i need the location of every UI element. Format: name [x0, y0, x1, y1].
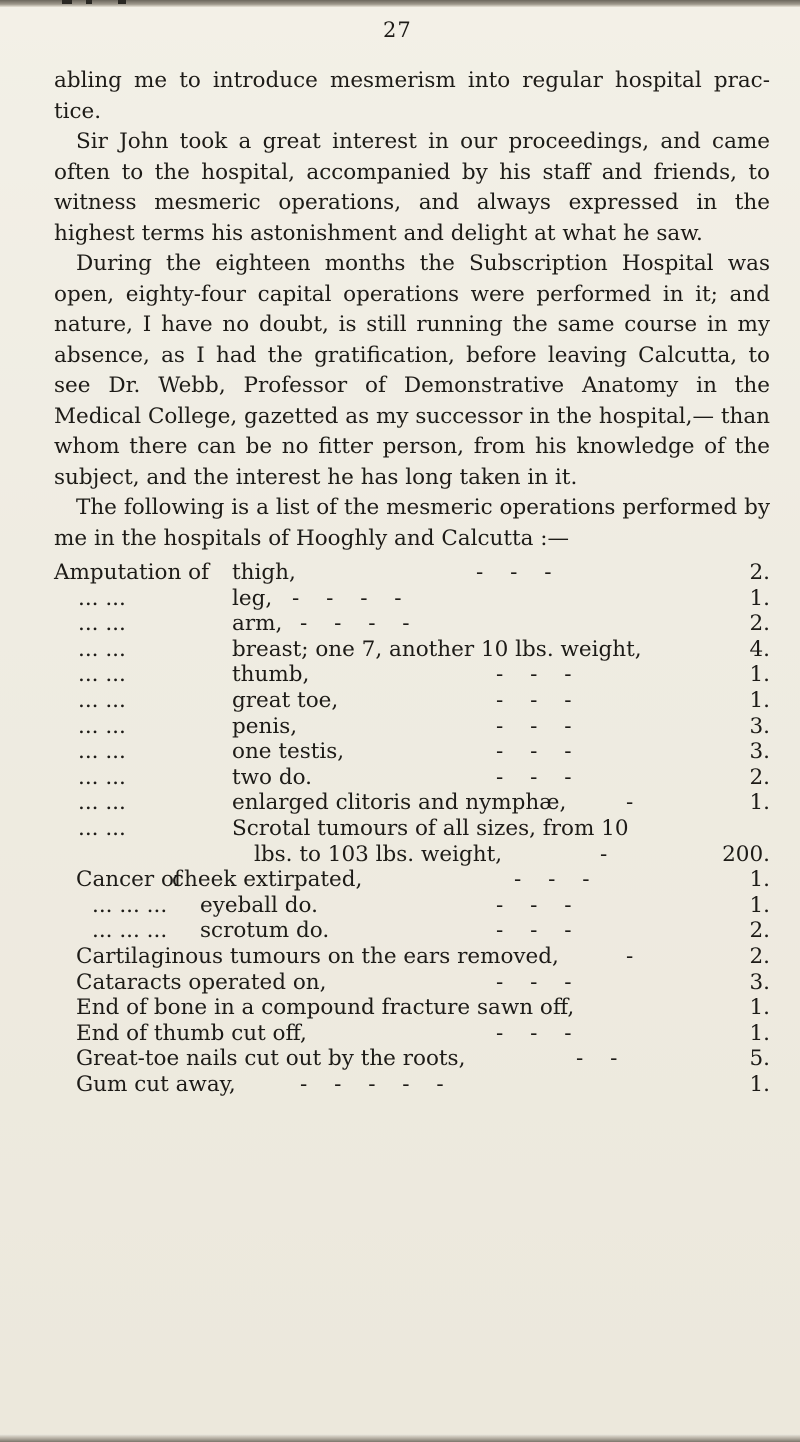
paragraph-subscription-hospital: During the eighteen months the Subscription Hospital was open, eighty-four capital operations were performed in it; and nature, I have no doubt, is still running the same course in my absence, as I had the gratification, before leaving Calcutta, to see Dr. Webb, Professor of Demonstrative Anatomy in the Medical College, gazetted as my successor in the hospital,— than whom there can be no fitter person, from his knowledge of the subject, and the interest he has long taken in it. [54, 251, 770, 490]
operation-name: thumb, [232, 662, 310, 688]
operation-row [54, 867, 770, 893]
operation-name: two do. [232, 764, 312, 790]
operation-name: End of bone in a compound fracture sawn off, [76, 995, 575, 1021]
operation-count: 2. [749, 943, 770, 969]
operation-count: 1. [749, 585, 770, 611]
operation-name: Great-toe nails cut out by the roots, [76, 1046, 466, 1072]
operation-name-continued: lbs. to 103 lbs. weight, [254, 841, 503, 867]
operation-count: 1. [749, 892, 770, 918]
operation-row [54, 1072, 770, 1098]
operation-name: arm, [232, 611, 283, 637]
paragraph-list-intro: The following is a list of the mesmeric operations performed by me in the hospitals of Hooghly and Calcutta :— [54, 495, 770, 551]
operation-name: great toe, [232, 687, 339, 713]
ditto-marks: ... ... [78, 790, 126, 816]
leader-dashes: - [626, 943, 644, 969]
operation-row [54, 790, 770, 816]
operation-row [54, 1046, 770, 1072]
operation-name: leg, [232, 585, 273, 611]
ditto-marks: ... ... [78, 713, 126, 739]
operation-row [54, 1021, 770, 1047]
operation-name: scrotum do. [200, 918, 330, 944]
operation-count: 3. [749, 739, 770, 765]
operation-count: 1. [749, 995, 770, 1021]
operation-row [54, 970, 770, 996]
leader-dashes: - - - [496, 918, 582, 944]
operation-row [54, 714, 770, 740]
operation-count: 3. [749, 713, 770, 739]
operation-row [54, 688, 770, 714]
body-text [54, 66, 770, 554]
operation-count: 1. [749, 867, 770, 893]
ditto-marks: ... ... [78, 611, 126, 637]
operations-list [54, 560, 770, 1097]
operation-count: 2. [749, 611, 770, 637]
leader-dashes: - [626, 790, 644, 816]
operation-count: 3. [749, 969, 770, 995]
operation-row [54, 842, 770, 868]
operation-row [54, 637, 770, 663]
operation-count: 1. [749, 687, 770, 713]
top-edge-rule [0, 0, 800, 7]
operation-count: 1. [749, 1020, 770, 1046]
paragraph-continued: abling me to introduce mesmerism into regular hospital prac-tice. [54, 68, 770, 124]
operation-count: 1. [749, 1071, 770, 1097]
leader-dashes: - - - - - [300, 1071, 454, 1097]
operation-row [54, 995, 770, 1021]
leader-dashes: - - - [476, 560, 562, 585]
edge-mark [86, 0, 92, 4]
operation-count: 4. [749, 636, 770, 662]
operation-count: 5. [749, 1046, 770, 1072]
leader-dashes: - - - [496, 969, 582, 995]
leader-dashes: - - - [496, 764, 582, 790]
bottom-edge-rule [0, 1434, 800, 1442]
operation-name: Cartilaginous tumours on the ears removed, [76, 943, 559, 969]
operation-name: Gum cut away, [76, 1071, 236, 1097]
operation-lead: Amputation of [54, 560, 210, 585]
operation-name: breast; one 7, another 10 lbs. weight, [232, 636, 642, 662]
operation-name: one testis, [232, 739, 345, 765]
operation-count: 2. [749, 764, 770, 790]
operation-name: Cataracts operated on, [76, 969, 327, 995]
operation-row [54, 816, 770, 842]
edge-mark [62, 0, 72, 4]
ditto-marks: ... ... [78, 739, 126, 765]
operation-row [54, 586, 770, 612]
leader-dashes: - - - [496, 662, 582, 688]
operation-name: End of thumb cut off, [76, 1020, 307, 1046]
ditto-marks: ... ... [78, 764, 126, 790]
operation-row [54, 893, 770, 919]
operation-row [54, 662, 770, 688]
operation-count: 1. [749, 662, 770, 688]
ditto-marks: ... ... [78, 585, 126, 611]
operation-row [54, 739, 770, 765]
leader-dashes: - - [576, 1046, 628, 1072]
leader-dashes: - - - - [300, 611, 420, 637]
operation-name: eyeball do. [200, 892, 318, 918]
operation-name: penis, [232, 713, 298, 739]
leader-dashes: - - - [496, 713, 582, 739]
operation-count: 2. [749, 560, 770, 585]
operation-row [54, 765, 770, 791]
ditto-marks: ... ... [78, 815, 126, 841]
ditto-marks: ... ... ... [92, 892, 168, 918]
leader-dashes: - [600, 841, 618, 867]
operation-name: thigh, [232, 560, 296, 585]
operation-count: 200. [722, 841, 770, 867]
operation-name: enlarged clitoris and nymphæ, [232, 790, 567, 816]
operation-name: cheek extirpated, [172, 867, 363, 893]
operation-row [54, 560, 770, 586]
operation-count: 1. [749, 790, 770, 816]
ditto-marks: ... ... [78, 636, 126, 662]
leader-dashes: - - - [514, 867, 600, 893]
edge-mark [118, 0, 126, 4]
operation-row [54, 611, 770, 637]
operation-name: Scrotal tumours of all sizes, from 10 [232, 815, 629, 841]
operation-row [54, 918, 770, 944]
leader-dashes: - - - [496, 1020, 582, 1046]
page-number: 27 [383, 18, 412, 42]
leader-dashes: - - - - [292, 585, 412, 611]
leader-dashes: - - - [496, 892, 582, 918]
ditto-marks: ... ... [78, 662, 126, 688]
paragraph-sir-john: Sir John took a great interest in our proceedings, and came often to the hospital, accompanied by his staff and friends, to witness mesmeric operations, and always expressed in the highest terms his astonishment and delight at what he saw. [54, 129, 770, 246]
leader-dashes: - - - [496, 739, 582, 765]
operation-count: 2. [749, 918, 770, 944]
operation-lead: Cancer of [76, 867, 182, 893]
ditto-marks: ... ... [78, 687, 126, 713]
ditto-marks: ... ... ... [92, 918, 168, 944]
leader-dashes: - - - [496, 687, 582, 713]
operation-row [54, 944, 770, 970]
